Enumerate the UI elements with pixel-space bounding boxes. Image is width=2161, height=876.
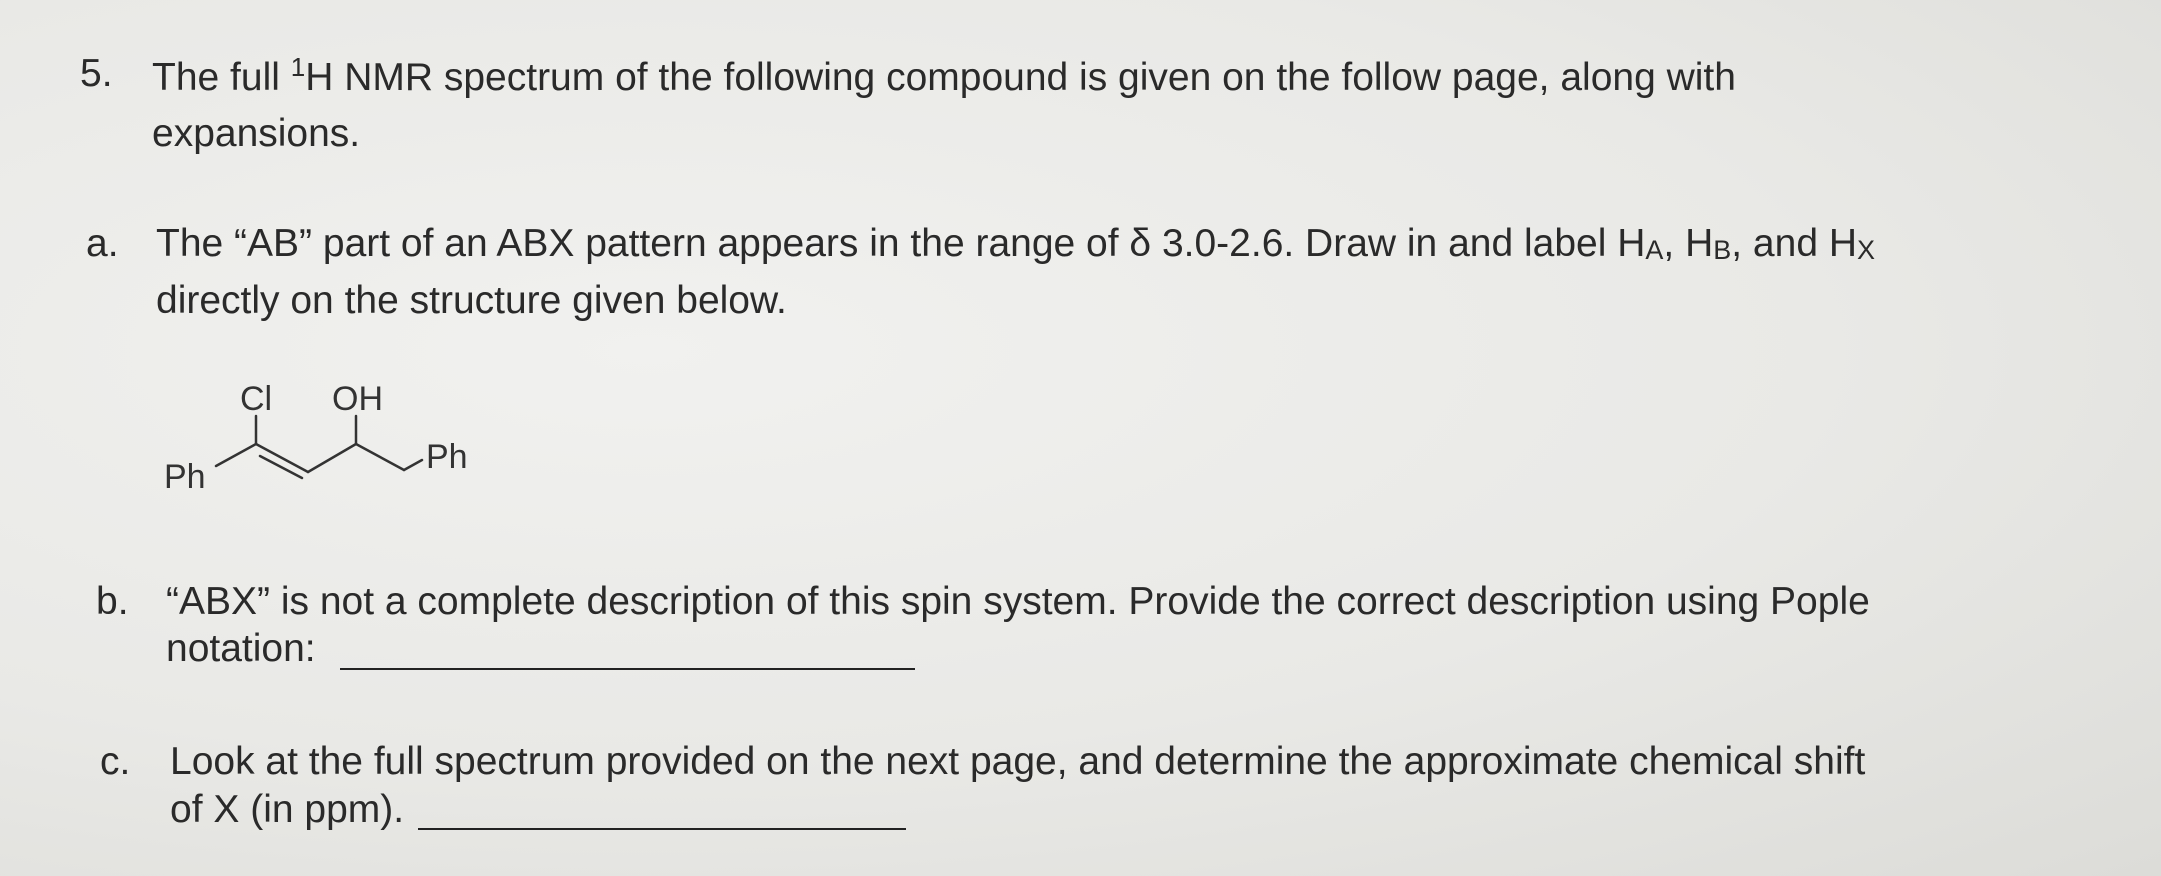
part-a-text-line1: The “AB” part of an ABX pattern appears in the range of δ 3.0-2.6. Draw in and label HA, HB, and HX bbox=[156, 222, 1876, 265]
part-b-answer-blank[interactable] bbox=[340, 668, 915, 670]
part-b-text-line1: “ABX” is not a complete description of this spin system. Provide the correct description using Pople bbox=[166, 580, 1870, 623]
bond-to-ch2 bbox=[356, 444, 404, 470]
question-text-line2: expansions. bbox=[152, 112, 361, 155]
question-text-line1: The full $^1$H NMR spectrum of the following compound is given on the follow page, along with bbox=[152, 52, 1736, 99]
label-ph-left: Ph bbox=[164, 458, 206, 496]
part-a-marker: a. bbox=[86, 222, 119, 265]
label-cl: Cl bbox=[240, 380, 273, 418]
chemical-structure[interactable] bbox=[160, 380, 500, 510]
part-c-marker: c. bbox=[100, 740, 131, 783]
bond-to-carbinol bbox=[308, 444, 356, 472]
label-oh: OH bbox=[332, 380, 383, 418]
part-b-marker: b. bbox=[96, 580, 129, 623]
question-number: 5. bbox=[80, 52, 113, 95]
part-a-text-line2: directly on the structure given below. bbox=[156, 279, 787, 322]
bond-ph-right bbox=[404, 460, 422, 470]
part-c-answer-blank[interactable] bbox=[418, 828, 906, 830]
part-c-text-line2: of X (in ppm). bbox=[170, 788, 405, 831]
bond-ph-left bbox=[216, 444, 256, 466]
double-bond-lower bbox=[260, 456, 302, 478]
label-ph-right: Ph bbox=[426, 438, 468, 476]
part-c-text-line1: Look at the full spectrum provided on the next page, and determine the approximate chemical shift bbox=[170, 740, 1866, 783]
part-b-text-line2: notation: bbox=[166, 627, 316, 670]
